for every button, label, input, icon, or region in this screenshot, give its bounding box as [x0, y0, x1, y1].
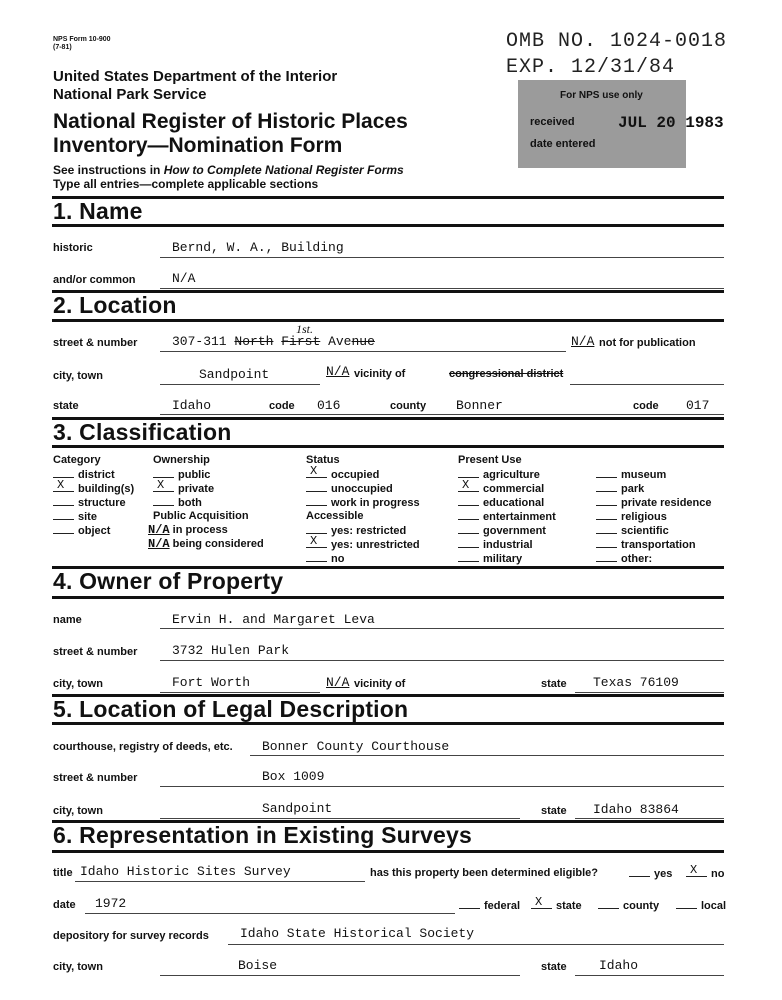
- category-item[interactable]: [53, 524, 110, 537]
- form-id: NPS Form 10-900: [53, 36, 111, 43]
- nfp-label: not for publication: [599, 337, 696, 349]
- depository-value: Idaho State Historical Society: [240, 926, 475, 941]
- option-label: federal: [484, 900, 521, 912]
- street-handwritten-insert: 1st.: [296, 322, 314, 336]
- survey-date-value: 1972: [95, 896, 127, 911]
- field-line: [575, 975, 724, 976]
- present-use-item[interactable]: [596, 524, 669, 537]
- instructions-title: How to Complete National Register Forms: [163, 163, 404, 177]
- nps-use-box: [518, 80, 724, 168]
- street-struck-suffix: nue: [351, 334, 375, 349]
- field-line: [570, 384, 724, 385]
- checkbox-mark: X: [535, 895, 543, 909]
- field-line: [160, 975, 520, 976]
- field-line: [75, 881, 365, 882]
- state-label: state: [53, 400, 79, 412]
- option-label: structure: [78, 497, 126, 509]
- street-label: street & number: [53, 337, 138, 349]
- option-label: object: [78, 525, 111, 537]
- omb-number: OMB NO. 1024-0018: [506, 30, 728, 53]
- street-struck-north: North: [234, 334, 274, 349]
- field-line: [160, 414, 724, 415]
- option-label: industrial: [483, 539, 533, 551]
- option-label: transportation: [621, 539, 696, 551]
- survey-title-label: title: [53, 867, 73, 879]
- section-5-heading: 5. Location of Legal Description: [53, 696, 409, 722]
- owner-street-label: street & number: [53, 646, 138, 658]
- present-use-item[interactable]: [596, 468, 666, 481]
- option-label: educational: [483, 497, 545, 509]
- checkbox-mark: X: [57, 478, 65, 492]
- accessible-item[interactable]: [306, 552, 344, 565]
- option-label: entertainment: [483, 511, 556, 523]
- date-entered-label: date entered: [530, 138, 596, 150]
- depository-label: depository for survey records: [53, 930, 209, 942]
- street-number: 307-311: [172, 334, 227, 349]
- public-acquisition-item[interactable]: [148, 537, 264, 551]
- field-line: [160, 351, 566, 352]
- owner-vicinity-value: N/A: [326, 675, 350, 690]
- field-line: [160, 628, 724, 629]
- option-label: building(s): [78, 483, 135, 495]
- option-label: no: [711, 868, 725, 880]
- option-label: religious: [621, 511, 667, 523]
- status-item[interactable]: [306, 482, 393, 495]
- eligible-no[interactable]: [686, 863, 725, 880]
- option-label: public: [178, 469, 211, 481]
- common-label: and/or common: [53, 274, 136, 286]
- section-rule: [52, 722, 724, 725]
- checkbox-mark: X: [462, 478, 470, 492]
- section-rule: [52, 196, 724, 199]
- option-label: private: [178, 483, 215, 495]
- section-3-heading: 3. Classification: [53, 419, 232, 445]
- historic-label: historic: [53, 242, 93, 254]
- option-label: local: [701, 900, 727, 912]
- accessible-item[interactable]: [306, 524, 406, 537]
- present-use-item[interactable]: [458, 478, 545, 495]
- nfp-value: N/A: [571, 334, 595, 349]
- section-rule: [52, 319, 724, 322]
- survey-state-label: state: [541, 961, 567, 973]
- field-line: [85, 913, 455, 914]
- field-line: [160, 692, 320, 693]
- owner-name-label: name: [53, 614, 82, 626]
- ownership-title: Ownership: [153, 454, 210, 466]
- option-label: county: [623, 900, 660, 912]
- section-1-heading: 1. Name: [53, 198, 143, 224]
- level-county[interactable]: [598, 899, 659, 912]
- eligible-question: has this property been determined eligible?: [370, 867, 598, 879]
- category-item[interactable]: [53, 478, 135, 495]
- level-federal[interactable]: [459, 899, 520, 912]
- county-label: county: [390, 400, 427, 412]
- legal-city-label: city, town: [53, 805, 103, 817]
- present-use-item[interactable]: [596, 482, 644, 495]
- field-line: [575, 818, 724, 819]
- present-use-item[interactable]: [458, 538, 533, 551]
- option-label: in process: [172, 524, 228, 536]
- present-use-item[interactable]: [596, 496, 712, 509]
- instructions-line2: Type all entries—complete applicable sections: [53, 177, 319, 191]
- historic-value: Bernd, W. A., Building: [172, 240, 344, 255]
- vicinity-value: N/A: [326, 364, 350, 379]
- present-use-item[interactable]: [458, 496, 544, 509]
- option-label: site: [78, 511, 97, 523]
- checkbox-mark: X: [310, 464, 318, 478]
- code-value: 016: [317, 398, 341, 413]
- option-label: museum: [621, 469, 667, 481]
- option-label: commercial: [483, 483, 545, 495]
- survey-date-label: date: [53, 899, 76, 911]
- present-use-item[interactable]: [596, 538, 696, 551]
- option-label: state: [556, 900, 582, 912]
- street-value: [172, 334, 375, 349]
- county-value: Bonner: [456, 398, 503, 413]
- legal-street-value: Box 1009: [262, 769, 325, 784]
- option-label: work in progress: [331, 497, 420, 509]
- owner-name-value: Ervin H. and Margaret Leva: [172, 612, 375, 627]
- option-label: private residence: [621, 497, 712, 509]
- option-label: government: [483, 525, 546, 537]
- field-line: [250, 755, 724, 756]
- option-label: district: [78, 469, 115, 481]
- street-word: Ave: [328, 334, 352, 349]
- present-use-item[interactable]: [596, 510, 667, 523]
- option-label: military: [483, 553, 523, 565]
- eligible-yes[interactable]: [629, 867, 672, 880]
- department-name: United States Department of the Interior: [53, 68, 338, 85]
- common-value: N/A: [172, 271, 196, 286]
- courthouse-value: Bonner County Courthouse: [262, 739, 450, 754]
- congressional-district-struck: congressional district: [449, 368, 564, 380]
- section-2-heading: 2. Location: [53, 292, 177, 318]
- category-title: Category: [53, 454, 101, 466]
- checkbox-mark: N/A: [148, 523, 170, 537]
- option-label: being considered: [172, 538, 264, 550]
- present-use-item[interactable]: [596, 552, 652, 565]
- ownership-item[interactable]: [153, 496, 202, 509]
- owner-city-value: Fort Worth: [172, 675, 251, 690]
- survey-state-value: Idaho: [599, 958, 639, 973]
- option-label: yes: unrestricted: [331, 539, 420, 551]
- courthouse-label: courthouse, registry of deeds, etc.: [53, 741, 233, 753]
- option-label: yes: restricted: [331, 525, 407, 537]
- form-title-line2: Inventory—Nomination Form: [53, 134, 343, 157]
- option-label: unoccupied: [331, 483, 393, 495]
- instructions-prefix: See instructions in: [53, 163, 164, 177]
- field-line: [160, 384, 320, 385]
- present-use-item[interactable]: [458, 524, 546, 537]
- section-rule: [52, 224, 724, 227]
- legal-street-label: street & number: [53, 772, 138, 784]
- checkbox-mark: X: [690, 863, 698, 877]
- form-title-line1: National Register of Historic Places: [53, 110, 408, 133]
- code2-value: 017: [686, 398, 710, 413]
- public-acquisition-title: Public Acquisition: [153, 510, 249, 522]
- status-title: Status: [306, 454, 340, 466]
- state-value: Idaho: [172, 398, 212, 413]
- section-rule: [52, 596, 724, 599]
- field-line: [160, 288, 724, 289]
- nps-use-label: For NPS use only: [560, 90, 643, 101]
- option-label: occupied: [331, 469, 380, 481]
- option-label: agriculture: [483, 469, 540, 481]
- checkbox-mark: X: [157, 478, 165, 492]
- section-6-heading: 6. Representation in Existing Surveys: [53, 822, 472, 848]
- field-line: [160, 660, 724, 661]
- code-label: code: [269, 400, 295, 412]
- section-rule: [52, 445, 724, 448]
- option-label: scientific: [621, 525, 669, 537]
- option-label: both: [178, 497, 202, 509]
- owner-city-label: city, town: [53, 678, 103, 690]
- present-use-item[interactable]: [458, 552, 522, 565]
- survey-city-value: Boise: [238, 958, 278, 973]
- category-item[interactable]: [53, 510, 97, 523]
- checkbox-mark: X: [310, 534, 318, 548]
- accessible-title: Accessible: [306, 510, 364, 522]
- field-line: [160, 818, 520, 819]
- owner-state-label: state: [541, 678, 567, 690]
- level-state[interactable]: [531, 895, 582, 912]
- field-line: [160, 257, 724, 258]
- street-struck-first: First: [281, 334, 321, 349]
- survey-city-label: city, town: [53, 961, 103, 973]
- accessible-item[interactable]: [306, 534, 420, 551]
- public-acquisition-item[interactable]: [148, 523, 228, 537]
- received-date: JUL 20 1983: [618, 114, 724, 132]
- legal-state-value: Idaho 83864: [593, 802, 679, 817]
- code2-label: code: [633, 400, 659, 412]
- status-item[interactable]: [306, 464, 380, 481]
- option-label: yes: [654, 868, 673, 880]
- field-line: [160, 786, 724, 787]
- city-label: city, town: [53, 370, 103, 382]
- field-line: [575, 692, 724, 693]
- checkbox-mark: N/A: [148, 537, 170, 551]
- form-date: (7-81): [53, 44, 72, 51]
- service-name: National Park Service: [53, 86, 207, 103]
- present-use-item[interactable]: [458, 468, 540, 481]
- option-label: park: [621, 483, 645, 495]
- option-label: no: [331, 553, 345, 565]
- option-label: other:: [621, 553, 653, 565]
- instructions: [53, 163, 404, 177]
- legal-city-value: Sandpoint: [262, 801, 333, 816]
- category-item[interactable]: [53, 496, 126, 509]
- owner-vicinity-label: vicinity of: [354, 678, 406, 690]
- field-line: [228, 944, 724, 945]
- received-label: received: [530, 116, 575, 128]
- owner-street-value: 3732 Hulen Park: [172, 643, 290, 658]
- present-use-item[interactable]: [458, 510, 556, 523]
- city-value: Sandpoint: [199, 367, 270, 382]
- level-local[interactable]: [676, 899, 726, 912]
- survey-title-value: Idaho Historic Sites Survey: [80, 864, 291, 879]
- expiration-date: EXP. 12/31/84: [506, 56, 676, 79]
- ownership-item[interactable]: [153, 478, 215, 495]
- present-use-title: Present Use: [458, 454, 522, 466]
- section-rule: [52, 850, 724, 853]
- section-4-heading: 4. Owner of Property: [53, 568, 284, 594]
- owner-state-value: Texas 76109: [593, 675, 679, 690]
- legal-state-label: state: [541, 805, 567, 817]
- status-item[interactable]: [306, 496, 420, 509]
- vicinity-label: vicinity of: [354, 368, 406, 380]
